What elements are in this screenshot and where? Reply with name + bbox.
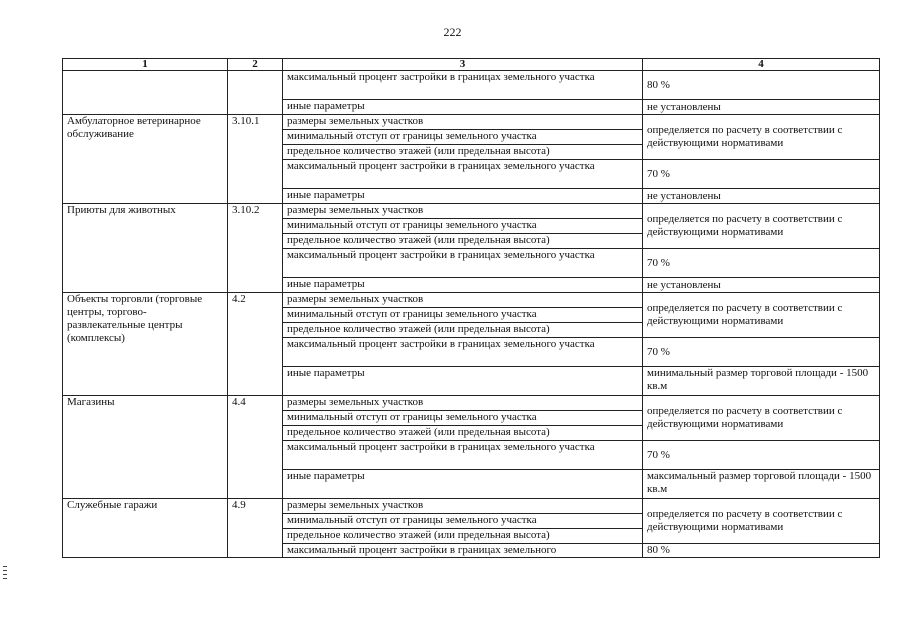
value-cell: определяется по расчету в соответствии с действующими нормативами: [643, 204, 880, 249]
param-other: иные параметры: [283, 470, 643, 499]
param-floors: предельное количество этажей (или предельная высота): [283, 145, 643, 160]
param-other: иные параметры: [283, 278, 643, 293]
value-cell: 70 %: [643, 249, 880, 278]
param-offset: минимальный отступ от границы земельного участка: [283, 130, 643, 145]
use-name-cell: Приюты для животных: [63, 204, 228, 293]
use-name-cell: Амбулаторное ветеринарное обслуживание: [63, 115, 228, 204]
param-floors: предельное количество этажей (или предельная высота): [283, 529, 643, 544]
use-name-cell: Магазины: [63, 396, 228, 499]
param-coverage: максимальный процент застройки в границах земельного участка: [283, 338, 643, 367]
value-cell: 70 %: [643, 441, 880, 470]
use-code-cell: 4.2: [228, 293, 283, 396]
param-size: размеры земельных участков: [283, 396, 643, 411]
value-cell: определяется по расчету в соответствии с действующими нормативами: [643, 499, 880, 544]
use-code-cell: 4.4: [228, 396, 283, 499]
use-code-cell: 3.10.1: [228, 115, 283, 204]
value-cell: минимальный размер торговой площади - 1500 кв.м: [643, 367, 880, 396]
param-coverage: максимальный процент застройки в границах земельного: [283, 544, 643, 558]
param-coverage: максимальный процент застройки в границах земельного участка: [283, 249, 643, 278]
scan-edge-marks: [3, 566, 9, 582]
header-row: [63, 59, 880, 71]
page-number: 222: [443, 25, 462, 39]
use-code-cell: 3.10.2: [228, 204, 283, 293]
value-cell: 70 %: [643, 160, 880, 189]
table-row: [63, 71, 880, 100]
param-coverage: максимальный процент застройки в границах земельного участка: [283, 441, 643, 470]
use-name-cell: Служебные гаражи: [63, 499, 228, 558]
zoning-parameters-table: [62, 58, 880, 558]
col-header-2: 2: [228, 59, 283, 71]
table-row: [63, 396, 880, 411]
param-offset: минимальный отступ от границы земельного участка: [283, 514, 643, 529]
value-cell: определяется по расчету в соответствии с действующими нормативами: [643, 115, 880, 160]
param-floors: предельное количество этажей (или предельная высота): [283, 323, 643, 338]
param-size: размеры земельных участков: [283, 499, 643, 514]
table-row: [63, 115, 880, 130]
param-floors: предельное количество этажей (или предельная высота): [283, 426, 643, 441]
param-floors: предельное количество этажей (или предельная высота): [283, 234, 643, 249]
param-size: размеры земельных участков: [283, 293, 643, 308]
use-name-cell: [63, 71, 228, 115]
table-row: [63, 204, 880, 219]
use-code-cell: 4.9: [228, 499, 283, 558]
value-cell: 80 %: [643, 544, 880, 558]
param-offset: минимальный отступ от границы земельного участка: [283, 411, 643, 426]
param-coverage: максимальный процент застройки в границах земельного участка: [283, 160, 643, 189]
value-cell: 80 %: [643, 71, 880, 100]
table-row: [63, 499, 880, 514]
value-cell: не установлены: [643, 189, 880, 204]
param-coverage: максимальный процент застройки в границах земельного участка: [283, 71, 643, 100]
value-cell: определяется по расчету в соответствии с действующими нормативами: [643, 396, 880, 441]
value-cell: максимальный размер торговой площади - 1500 кв.м: [643, 470, 880, 499]
value-cell: не установлены: [643, 100, 880, 115]
param-size: размеры земельных участков: [283, 115, 643, 130]
value-cell: 70 %: [643, 338, 880, 367]
col-header-3: 3: [283, 59, 643, 71]
col-header-1: 1: [63, 59, 228, 71]
param-offset: минимальный отступ от границы земельного участка: [283, 308, 643, 323]
use-code-cell: [228, 71, 283, 115]
col-header-4: 4: [643, 59, 880, 71]
param-other: иные параметры: [283, 367, 643, 396]
param-size: размеры земельных участков: [283, 204, 643, 219]
param-other: иные параметры: [283, 100, 643, 115]
value-cell: не установлены: [643, 278, 880, 293]
table-row: [63, 293, 880, 308]
value-cell: определяется по расчету в соответствии с действующими нормативами: [643, 293, 880, 338]
param-offset: минимальный отступ от границы земельного участка: [283, 219, 643, 234]
use-name-cell: Объекты торговли (торговые центры, торгово-развлекательные центры (комплексы): [63, 293, 228, 396]
param-other: иные параметры: [283, 189, 643, 204]
